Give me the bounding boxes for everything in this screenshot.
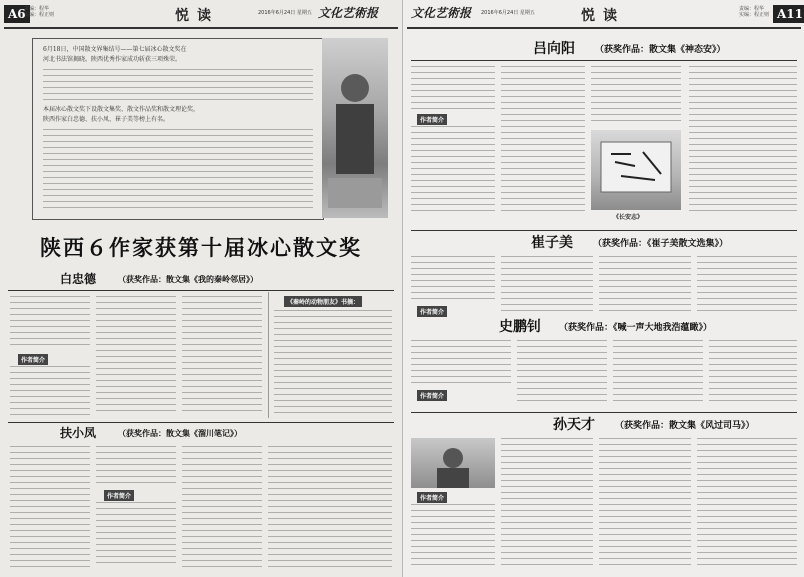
article-body-text <box>697 256 797 312</box>
article-body-text <box>411 66 495 110</box>
article-award: （获奖作品：散文集《我的秦岭邻居》） <box>118 275 258 284</box>
header-rule <box>407 27 801 29</box>
article-body-text <box>613 340 703 402</box>
main-title: 陕西６作家获第十届冰心散文奖 <box>40 236 362 260</box>
page-number: A11 <box>773 5 804 23</box>
article-tag: 作者简介 <box>417 306 447 317</box>
photo-caption: 《长安志》 <box>613 214 644 221</box>
editor-line: 实编：程正则 <box>24 12 55 18</box>
article-body-text <box>411 504 495 570</box>
article-award: （获奖作品：散文集《风过司马》） <box>615 421 755 431</box>
article-body-text <box>182 296 262 416</box>
divider <box>411 412 797 413</box>
article-body-text <box>709 340 797 402</box>
intro-line: 河北书法馆揭晓。陕西优秀作家成功斩获三项殊荣。 <box>43 56 182 63</box>
article-body-text <box>599 438 691 570</box>
divider <box>411 60 797 61</box>
article-body-text <box>96 502 176 568</box>
intro-text <box>43 45 313 65</box>
article-tag: 作者简介 <box>18 354 48 365</box>
article-tag: 作者简介 <box>417 492 447 503</box>
article-body-text <box>10 446 90 568</box>
photo-calligraphy <box>591 130 681 210</box>
article-body-text <box>517 340 607 402</box>
article-tag: 作者简介 <box>417 114 447 125</box>
article-author: 史鹏钊 <box>499 319 541 335</box>
editor-info <box>24 6 54 18</box>
article-award: （获奖作品：散文集《神态安》） <box>595 45 726 55</box>
section-title: 悦读 <box>581 8 625 24</box>
photo-award-ceremony <box>322 38 388 218</box>
excerpt-title: 《秦岭的动物朋友》书摘： <box>284 296 362 307</box>
divider <box>8 290 394 291</box>
article-award: （获奖作品：《崔子美散文选集》） <box>593 239 729 249</box>
masthead: 文化艺術报 <box>318 6 379 20</box>
article-author: 崔子美 <box>531 235 573 251</box>
article-author: 吕向阳 <box>533 41 575 57</box>
editor-line: 实编：程正则 <box>739 12 770 18</box>
left-page-header <box>0 0 402 28</box>
article-award: （获奖作品：《喊一声大地我浩蕴瞰》） <box>559 323 713 333</box>
masthead: 文化艺術报 <box>411 6 472 20</box>
article-tag: 作者简介 <box>104 490 134 501</box>
photo-author-portrait <box>411 438 495 488</box>
article-body-text <box>96 446 176 486</box>
article-award: （获奖作品：散文集《溜川笔记》） <box>118 429 242 438</box>
article-body-text <box>689 66 797 212</box>
intro-line: 6月18日，中国散文界集结号——第七届冰心散文奖在 <box>43 46 187 53</box>
editor-info <box>739 6 769 18</box>
photo-image <box>322 38 388 218</box>
issue-date: 2016年6月24日 星期五 <box>258 10 312 16</box>
right-page <box>402 0 804 577</box>
article-body-text <box>411 126 495 212</box>
article-body-text <box>697 438 797 570</box>
article-body-text <box>591 66 681 126</box>
photo-image <box>411 438 495 488</box>
article-body-text <box>501 256 593 312</box>
intro-box <box>32 38 324 220</box>
article-body-text <box>274 310 392 416</box>
article-body-text <box>501 438 593 570</box>
article-body-text <box>268 446 392 568</box>
divider <box>411 230 797 231</box>
issue-date: 2016年6月24日 星期五 <box>481 10 535 16</box>
editor-line: 责编：程华 <box>739 6 765 12</box>
article-body-text <box>182 446 262 568</box>
article-author: 扶小凤 <box>60 426 97 440</box>
article-body-text <box>411 256 495 302</box>
page-number: A6 <box>4 5 30 23</box>
intro-line: 本届冰心散文奖下设散文集奖、散文作品奖和散文理论奖， <box>43 106 200 113</box>
article-body-text <box>96 296 176 416</box>
right-page-header <box>403 0 804 28</box>
intro-line: 陕西作家白忠德、扶小凤、崔子美等榜上有名。 <box>43 116 170 123</box>
section-title: 悦读 <box>175 8 219 24</box>
article-author: 孙天才 <box>553 417 595 433</box>
editor-line: 责编：程华 <box>24 6 50 12</box>
intro-body-text <box>43 129 313 209</box>
article-tag: 作者简介 <box>417 390 447 401</box>
column-divider <box>268 292 269 418</box>
article-body-text <box>10 296 90 350</box>
intro-body-text <box>43 69 313 101</box>
article-body-text <box>10 366 90 416</box>
divider <box>8 422 394 423</box>
article-body-text <box>411 340 511 386</box>
article-body-text <box>501 66 585 212</box>
header-rule <box>4 27 398 29</box>
intro-text <box>43 105 313 125</box>
article-author: 白忠德 <box>60 272 97 286</box>
photo-image <box>591 130 681 210</box>
article-body-text <box>599 256 691 312</box>
